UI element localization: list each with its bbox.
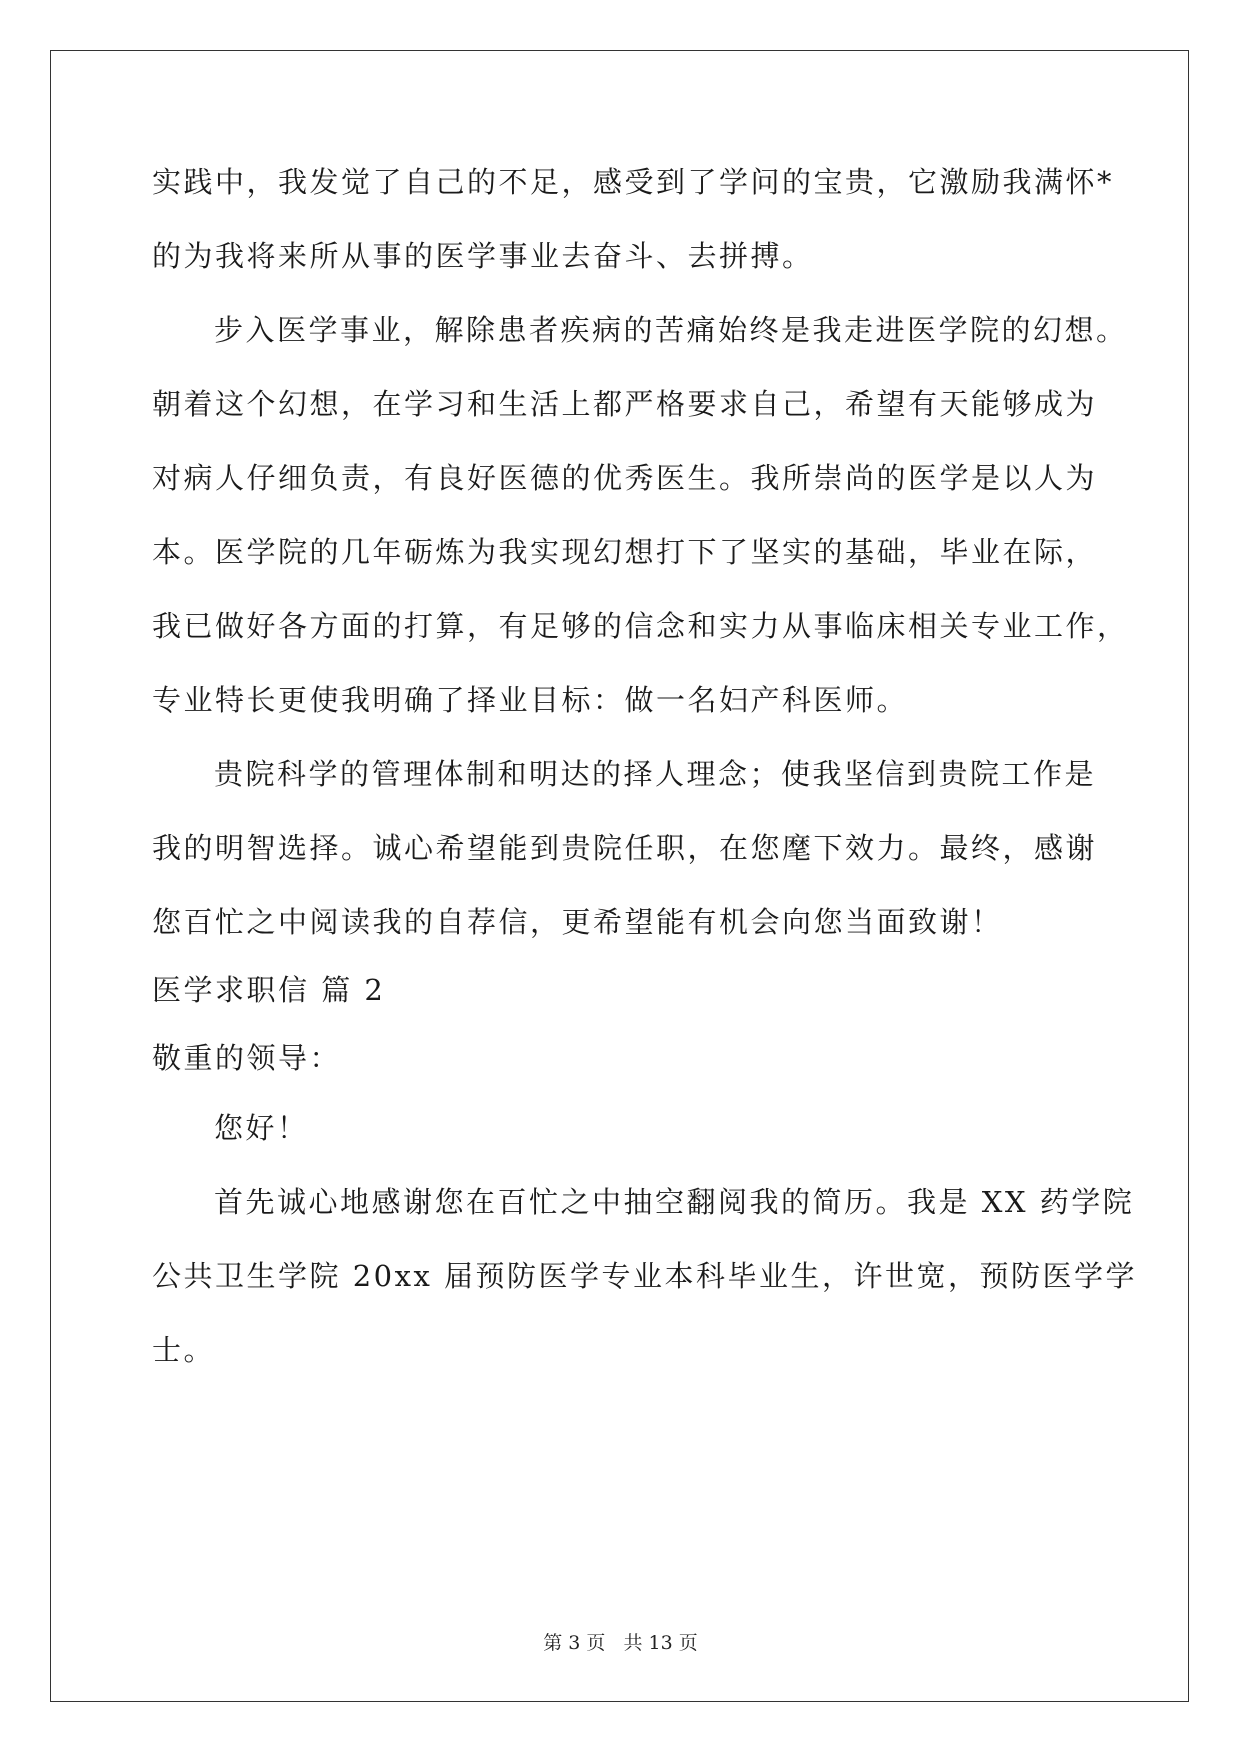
page-number: 第 3 页 (543, 1632, 606, 1654)
paragraph-start: 步入医学事业，解除患者疾病的苦痛始终是我走进医学院的幻想。 (214, 313, 1128, 347)
page-border (50, 50, 1189, 1702)
text-line: 本。医学院的几年砺炼为我实现幻想打下了坚实的基础，毕业在际， (152, 535, 1098, 569)
greeting: 您好！ (214, 1111, 309, 1145)
page-footer (0, 1631, 1241, 1655)
text-line: 对病人仔细负责，有良好医德的优秀医生。我所崇尚的医学是以人为 (152, 461, 1098, 495)
text-line: 的为我将来所从事的医学事业去奋斗、去拼搏。 (152, 239, 814, 273)
text-line: 您百忙之中阅读我的自荐信，更希望能有机会向您当面致谢！ (152, 905, 1003, 939)
text-line: 我已做好各方面的打算，有足够的信念和实力从事临床相关专业工作， (152, 609, 1129, 643)
section-heading: 医学求职信 篇 2 (152, 973, 386, 1007)
paragraph-start: 贵院科学的管理体制和明达的择人理念；使我坚信到贵院工作是 (214, 757, 1097, 791)
text-line: 朝着这个幻想，在学习和生活上都严格要求自己，希望有天能够成为 (152, 387, 1098, 421)
text-line: 专业特长更使我明确了择业目标：做一名妇产科医师。 (152, 683, 909, 717)
text-line: 公共卫生学院 20xx 届预防医学专业本科毕业生，许世宽，预防医学学 (152, 1259, 1138, 1293)
paragraph-start: 首先诚心地感谢您在百忙之中抽空翻阅我的简历。我是 XX 药学院 (214, 1185, 1135, 1219)
salutation: 敬重的领导： (152, 1041, 342, 1075)
text-line: 我的明智选择。诚心希望能到贵院任职，在您麾下效力。最终，感谢 (152, 831, 1098, 865)
text-line: 实践中，我发觉了自己的不足，感受到了学问的宝贵，它激励我满怀* (152, 165, 1115, 199)
page-total: 共 13 页 (623, 1632, 698, 1654)
text-line: 士。 (152, 1333, 216, 1367)
